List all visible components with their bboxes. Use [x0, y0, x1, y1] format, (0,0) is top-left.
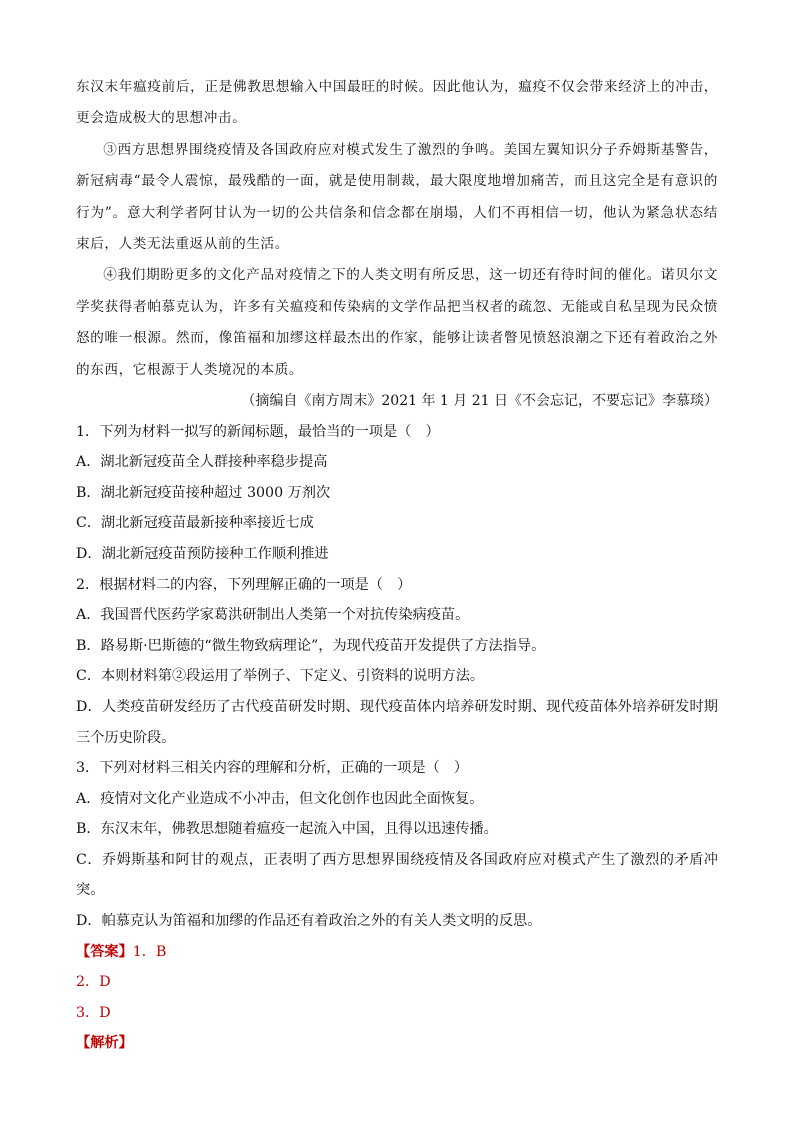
option-c: C．本则材料第②段运用了举例子、下定义、引资料的说明方法。	[76, 668, 485, 685]
option-c: C．乔姆斯基和阿甘的观点，正表明了西方思想界围绕疫情及各国政府应对模式产生了激烈的矛盾冲突。	[76, 851, 718, 899]
answer-item-1: 1．B	[132, 943, 167, 960]
question-stem: 3．下列对材料三相关内容的理解和分析，正确的一项是（ ）	[76, 760, 469, 777]
option-a: A．我国晋代医药学家葛洪研制出人类第一个对抗传染病疫苗。	[76, 607, 470, 624]
option-b: B．东汉末年，佛教思想随着瘟疫一起流入中国，且得以迅速传播。	[76, 821, 498, 838]
question-1	[76, 417, 718, 570]
option-d: D．湖北新冠疫苗预防接种工作顺利推进	[76, 545, 329, 562]
question-stem: 2．根据材料二的内容，下列理解正确的一项是（ ）	[76, 576, 412, 593]
option-c: C．湖北新冠疫苗最新接种率接近七成	[76, 515, 314, 532]
question-2	[76, 570, 718, 754]
option-d: D．人类疫苗研发经历了古代疫苗研发时期、现代疫苗体内培养研发时期、现代疫苗体外培养研发时期三个历史阶段。	[76, 698, 718, 746]
passage-paragraph-3: ③西方思想界围绕疫情及各国政府应对模式发生了激烈的争鸣。美国左翼知识分子乔姆斯基警告，新冠病毒“最令人震惊，最残酷的一面，就是使用制裁，最大限度地增加痛苦，而且这完全是有意识的行为”。意大利学者阿甘认为一切的公共信条和信念都在崩塌，人们不再相信一切，他认为紧急状态结束后，人类无法重返从前的生活。	[76, 141, 718, 253]
document-page	[76, 72, 718, 1059]
answer-item-2: 2．D	[76, 974, 111, 991]
option-b: B．路易斯·巴斯德的“微生物致病理论”，为现代疫苗开发提供了方法指导。	[76, 637, 546, 654]
passage-paragraph-4: ④我们期盼更多的文化产品对疫情之下的人类文明有所反思，这一切还有待时间的催化。诺贝尔文学奖获得者帕慕克认为，许多有关瘟疫和传染病的文学作品把当权者的疏忽、无能或自私呈现为民众愤怒的唯一根源。然而，像笛福和加缪这样最杰出的作家，能够让读者瞥见愤怒浪潮之下还有着政治之外的东西，它根源于人类境况的本质。	[76, 267, 718, 378]
answer-section	[76, 937, 718, 1059]
passage-paragraph-1: 东汉末年瘟疫前后，正是佛教思想输入中国最旺的时候。因此他认为，瘟疫不仅会带来经济上的冲击，更会造成极大的思想冲击。	[76, 79, 718, 127]
option-d: D．帕慕克认为笛福和加缪的作品还有着政治之外的有关人类文明的反思。	[76, 913, 542, 930]
question-stem: 1．下列为材料一拟写的新闻标题，最恰当的一项是（ ）	[76, 423, 440, 440]
answer-line-1	[76, 937, 718, 968]
option-a: A．湖北新冠疫苗全人群接种率稳步提高	[76, 454, 328, 471]
source-citation: （摘编自《南方周末》2021 年 1 月 21 日《不会忘记，不要忘记》李慕琰）	[241, 393, 718, 410]
option-a: A．疫情对文化产业造成不小冲击，但文化创作也因此全面恢复。	[76, 790, 484, 807]
answer-label: 【答案】	[76, 943, 133, 960]
option-b: B．湖北新冠疫苗接种超过 3000 万剂次	[76, 484, 331, 501]
question-3	[76, 753, 718, 937]
answer-item-3: 3．D	[76, 1004, 111, 1021]
analysis-label: 【解析】	[76, 1035, 133, 1052]
